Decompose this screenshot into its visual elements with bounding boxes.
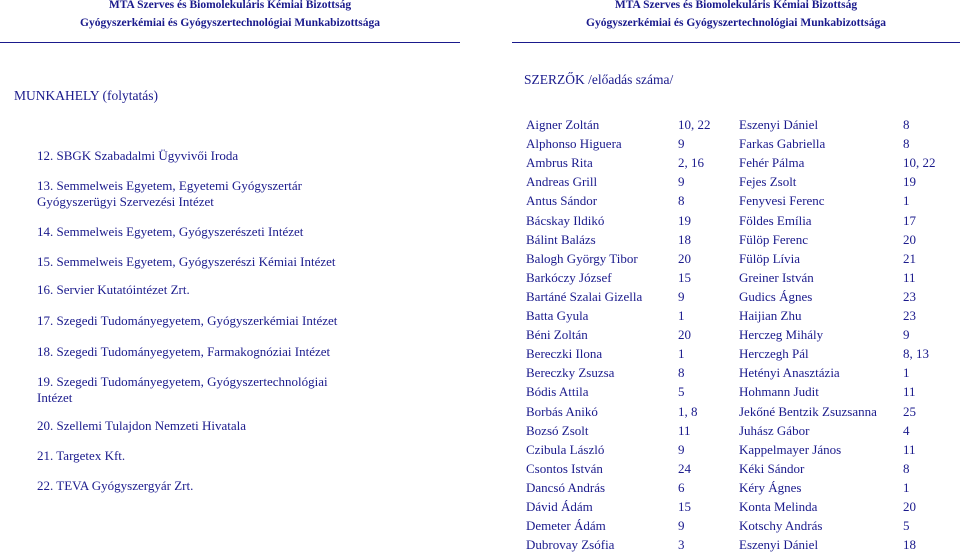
- author-name: Fejes Zsolt: [739, 174, 797, 189]
- author-name: Herczeg Mihály: [739, 327, 824, 342]
- author-name: Andreas Grill: [526, 174, 598, 189]
- presentation-number: 20: [678, 327, 691, 342]
- presentation-number: 19: [903, 174, 916, 189]
- author-name: Farkas Gabriella: [739, 136, 826, 151]
- presentation-number: 9: [903, 327, 910, 342]
- author-name: Gudics Ágnes: [739, 289, 813, 304]
- presentation-number: 6: [678, 480, 685, 495]
- author-name: Jekőné Bentzik Zsuzsanna: [739, 404, 877, 419]
- author-name: Eszenyi Dániel: [739, 537, 819, 552]
- author-name: Kotschy András: [739, 518, 823, 533]
- presentation-number: 21: [903, 251, 916, 266]
- author-name: Greiner István: [739, 270, 814, 285]
- presentation-number: 1: [903, 480, 910, 495]
- author-name: Aigner Zoltán: [526, 117, 600, 132]
- institution-line-cont: Gyógyszerügyi Szervezési Intézet: [37, 194, 214, 209]
- presentation-number: 9: [678, 174, 685, 189]
- institution-item: [37, 344, 330, 360]
- right-page: [512, 0, 960, 555]
- author-name: Bartáné Szalai Gizella: [526, 289, 643, 304]
- presentation-number: 25: [903, 404, 916, 419]
- authors-title: SZERZŐK /előadás száma/: [524, 72, 674, 87]
- author-name: Bácskay Ildikó: [526, 213, 605, 228]
- presentation-number: 20: [678, 251, 691, 266]
- institution-line: 14. Semmelweis Egyetem, Gyógyszerészeti Intézet: [37, 224, 304, 239]
- author-name: Fenyvesi Ferenc: [739, 193, 825, 208]
- institution-line: 12. SBGK Szabadalmi Ügyvivői Iroda: [37, 148, 239, 163]
- author-name: Kappelmayer János: [739, 442, 842, 457]
- presentation-number: 1: [903, 193, 910, 208]
- author-name: Bódis Attila: [526, 384, 589, 399]
- institution-item: [37, 224, 303, 240]
- author-name: Hohmann Judit: [739, 384, 819, 399]
- presentation-number: 8: [903, 117, 910, 132]
- author-name: Hetényi Anasztázia: [739, 365, 840, 380]
- author-name: Balogh György Tibor: [526, 251, 638, 266]
- author-name: Csontos István: [526, 461, 603, 476]
- right-page-header: [512, 0, 960, 43]
- presentation-number: 8, 13: [903, 346, 929, 361]
- presentation-number: 11: [903, 384, 916, 399]
- presentation-number: 2, 16: [678, 155, 704, 170]
- institution-line: 19. Szegedi Tudományegyetem, Gyógyszertechnológiai: [37, 374, 328, 389]
- author-name: Antus Sándor: [526, 193, 598, 208]
- author-name: Barkóczy József: [526, 270, 612, 285]
- presentation-number: 10, 22: [678, 117, 711, 132]
- institution-item: [37, 282, 190, 298]
- header-line2: Gyógyszerkémiai és Gyógyszertechnológiai Munkabizottsága: [80, 17, 380, 29]
- author-name: Czibula László: [526, 442, 605, 457]
- institution-line: 22. TEVA Gyógyszergyár Zrt.: [37, 478, 194, 493]
- presentation-number: 20: [903, 499, 916, 514]
- institution-line: 21. Targetex Kft.: [37, 448, 126, 463]
- author-name: Fülöp Ferenc: [739, 232, 808, 247]
- presentation-number: 17: [903, 213, 916, 228]
- author-name: Alphonso Higuera: [526, 136, 622, 151]
- section-title: MUNKAHELY (folytatás): [14, 88, 158, 103]
- presentation-number: 19: [678, 213, 691, 228]
- author-name: Batta Gyula: [526, 308, 589, 323]
- presentation-number: 5: [903, 518, 910, 533]
- author-name: Dávid Ádám: [526, 499, 593, 514]
- institution-item: [37, 254, 336, 270]
- institution-line: 16. Servier Kutatóintézet Zrt.: [37, 282, 190, 297]
- author-name: Bozsó Zsolt: [526, 423, 589, 438]
- institution-item: [37, 148, 238, 164]
- author-name: Demeter Ádám: [526, 518, 606, 533]
- presentation-number: 1: [678, 346, 685, 361]
- author-name: Fülöp Lívia: [739, 251, 801, 266]
- header-line1: MTA Szerves és Biomolekuláris Kémiai Bizottság: [108, 0, 352, 11]
- institution-item: [37, 313, 337, 329]
- author-name: Földes Emília: [739, 213, 812, 228]
- presentation-number: 10, 22: [903, 155, 936, 170]
- presentation-number: 11: [903, 270, 916, 285]
- author-name: Eszenyi Dániel: [739, 117, 819, 132]
- author-name: Dubrovay Zsófia: [526, 537, 615, 552]
- author-name: Kéry Ágnes: [739, 480, 802, 495]
- institution-item: [37, 418, 246, 434]
- author-name: Herczegh Pál: [739, 346, 809, 361]
- author-name: Haijian Zhu: [739, 308, 802, 323]
- presentation-number: 15: [678, 499, 691, 514]
- presentation-number: 3: [678, 537, 685, 552]
- institution-line: 20. Szellemi Tulajdon Nemzeti Hivatala: [37, 418, 247, 433]
- author-name: Bálint Balázs: [526, 232, 596, 247]
- author-name: Béni Zoltán: [526, 327, 588, 342]
- presentation-number: 18: [678, 232, 691, 247]
- institution-item: [37, 448, 125, 464]
- presentation-number: 4: [903, 423, 910, 438]
- presentation-number: 18: [903, 537, 916, 552]
- presentation-number: 1, 8: [678, 404, 698, 419]
- presentation-number: 11: [678, 423, 691, 438]
- left-page-header: [0, 0, 460, 43]
- institution-item: [37, 478, 193, 494]
- author-name: Bereczky Zsuzsa: [526, 365, 615, 380]
- presentation-number: 23: [903, 308, 916, 323]
- presentation-number: 24: [678, 461, 691, 476]
- presentation-number: 9: [678, 136, 685, 151]
- presentation-number: 11: [903, 442, 916, 457]
- presentation-number: 15: [678, 270, 691, 285]
- presentation-number: 9: [678, 289, 685, 304]
- presentation-number: 8: [903, 461, 910, 476]
- presentation-number: 1: [903, 365, 910, 380]
- author-name: Bereczki Ilona: [526, 346, 603, 361]
- presentation-number: 23: [903, 289, 916, 304]
- presentation-number: 8: [678, 193, 685, 208]
- author-name: Dancsó András: [526, 480, 606, 495]
- presentation-number: 9: [678, 518, 685, 533]
- author-name: Kéki Sándor: [739, 461, 805, 476]
- institution-line: 15. Semmelweis Egyetem, Gyógyszerészi Kémiai Intézet: [37, 254, 336, 269]
- presentation-number: 8: [903, 136, 910, 151]
- presentation-number: 5: [678, 384, 685, 399]
- author-name: Juhász Gábor: [739, 423, 810, 438]
- institution-line: 17. Szegedi Tudományegyetem, Gyógyszerkémiai Intézet: [37, 313, 338, 328]
- institution-line: 13. Semmelweis Egyetem, Egyetemi Gyógyszertár: [37, 178, 302, 193]
- institution-item: [37, 178, 302, 210]
- presentation-number: 1: [678, 308, 685, 323]
- author-name: Ambrus Rita: [526, 155, 593, 170]
- institution-line-cont: Intézet: [37, 390, 73, 405]
- header-line2: Gyógyszerkémiai és Gyógyszertechnológiai Munkabizottsága: [586, 17, 886, 29]
- author-name: Fehér Pálma: [739, 155, 805, 170]
- presentation-number: 9: [678, 442, 685, 457]
- institution-line: 18. Szegedi Tudományegyetem, Farmakognóziai Intézet: [37, 344, 331, 359]
- author-name: Borbás Anikó: [526, 404, 598, 419]
- presentation-number: 8: [678, 365, 685, 380]
- institution-item: [37, 374, 328, 406]
- presentation-number: 20: [903, 232, 916, 247]
- author-name: Konta Melinda: [739, 499, 818, 514]
- header-line1: MTA Szerves és Biomolekuláris Kémiai Bizottság: [614, 0, 858, 11]
